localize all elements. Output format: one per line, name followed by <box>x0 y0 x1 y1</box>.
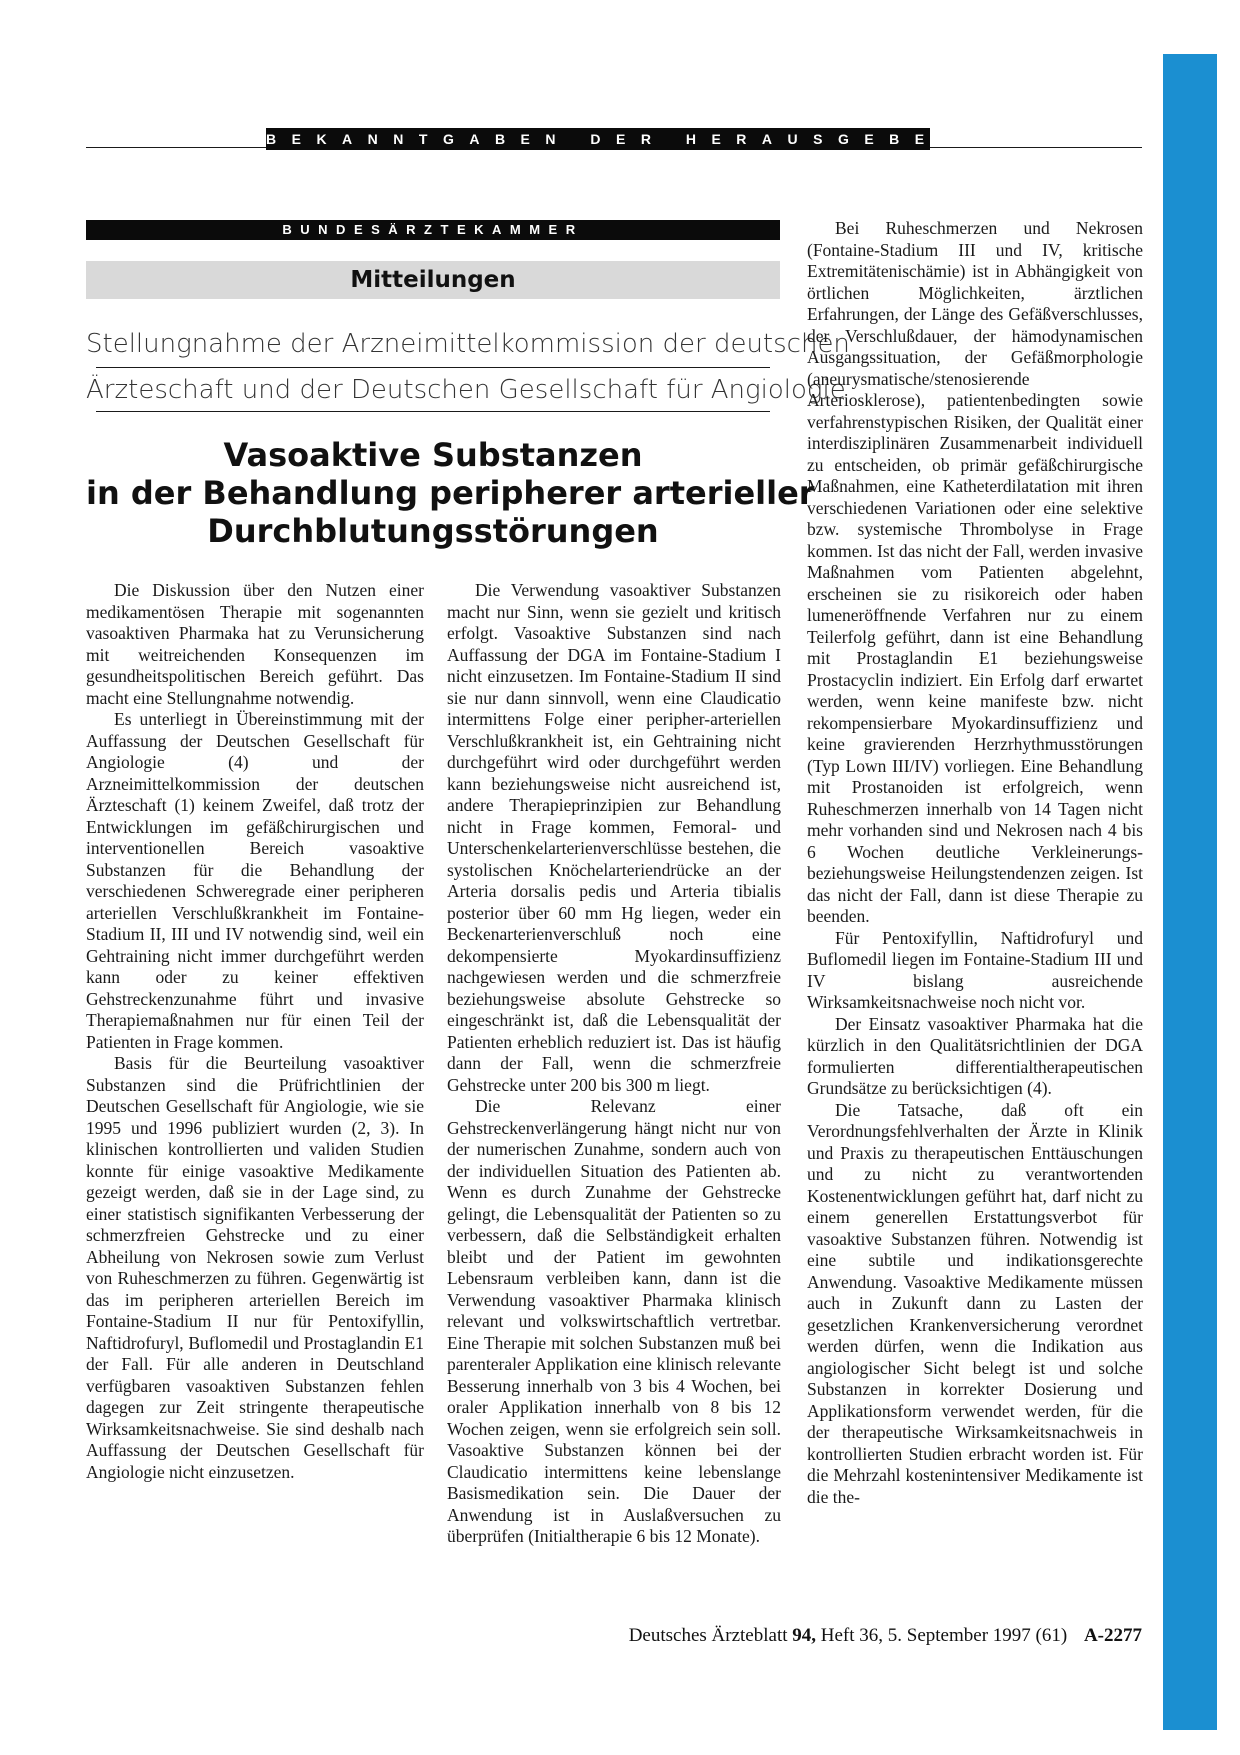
body-paragraph: Bei Ruheschmerzen und Nekrosen (Fontaine-Stadium III und IV, kritische Extremitätenischämie) ist in Abhängigkeit von örtlichen Möglichkeiten, ärztlichen Erfahrungen, der Länge des Gefäßverschlusses, der Verschlußdauer, der hämodynamischen Ausgangssituation, der Gefäßmorphologie (aneurysmatische/stenosierende Arteriosklerose), patientenbedingten sowie verfahrenstypischen Risiken, der Qualität einer interdisziplinären Zusammenarbeit individuell zu entscheiden, ob primär gefäßchirurgische Maßnahmen, eine Katheterdilatation mit ihren verschiedenen Variationen oder eine selektive bzw. systemische Thrombolyse in Frage kommen. Ist das nicht der Fall, werden invasive Maßnahmen vom Patienten abgelehnt, erscheinen sie zu risikoreich oder haben lumeneröffnende Verfahren nur zu einem Teilerfolg geführt, dann ist eine Behandlung mit Prostaglandin E1 beziehungsweise Prostacyclin indiziert. Ein Erfolg darf erwartet werden, wenn keine manifeste bzw. nicht rekompensierbare Myokardinsuffizienz und keine gravierenden Herzrhythmusstörungen (Typ Lown III/IV) vorliegen. Eine Behandlung mit Prostanoiden ist erfolgreich, wenn Ruheschmerzen innerhalb von 14 Tagen nicht mehr vorhanden sind und Nekrosen nach 4 bis 6 Wochen deutliche Verkleinerungs- beziehungsweise Heilungstendenzen zeigen. Ist das nicht der Fall, dann ist diese Therapie zu beenden. <box>807 218 1143 926</box>
statement-rule <box>96 411 770 412</box>
article-headline <box>86 436 815 550</box>
header-label: BEKANNTGABEN DER HERAUSGEBER <box>266 128 930 150</box>
footer-page-number: A-2277 <box>1083 1625 1142 1646</box>
footer-journal: Deutsches Ärzteblatt <box>628 1625 788 1646</box>
body-paragraph: Die Tatsache, daß oft ein Verordnungsfehlverhalten der Ärzte in Klinik und Praxis zu therapeutischen Enttäuschungen und zu nicht zu verantwortenden Kostenentwicklungen geführt hat, darf nicht zu einem generellen Erstattungsverbot für vasoaktive Substanzen führen. Notwendig ist eine subtile und indikationsgerechte Anwendung. Vasoaktive Medikamente müssen auch in Zukunft dann zu Lasten der gesetzlichen Krankenversicherung verordnet werden dürfen, wenn die Indikation aus angiologischer Sicht belegt ist und solche Substanzen in korrekter Dosierung und Applikationsform verwendet werden, für die der therapeutische Wirksamkeitsnachweis in kontrollierten Studien erbracht worden ist. Für die Mehrzahl kostenintensiver Medikamente ist die the- <box>807 1099 1143 1507</box>
headline-line-1: Vasoaktive Substanzen <box>223 436 643 474</box>
statement-line-2: Ärzteschaft und der Deutschen Gesellschaft für Angiologie <box>86 375 846 405</box>
headline-line-2: in der Behandlung peripherer arterieller <box>86 474 815 512</box>
body-paragraph: Die Diskussion über den Nutzen einer medikamentösen Therapie mit sogenannten vasoaktiven Pharmaka hat zu Verunsicherung mit weitreichenden Konsequenzen im gesundheitspolitischen Bereich geführt. Das macht eine Stellungnahme notwendig. <box>86 580 424 708</box>
body-paragraph: Die Verwendung vasoaktiver Substanzen macht nur Sinn, wenn sie gezielt und kritisch erfolgt. Vasoaktive Substanzen sind nach Auffassung der DGA im Fontaine-Stadium I nicht einzusetzen. Im Fontaine-Stadium II sind sie nur dann sinnvoll, wenn eine Claudicatio intermittens Folge einer peripher-arteriellen Verschlußkrankheit ist, ein Gehtraining nicht durchgeführt wird oder durchgeführt werden kann beziehungsweise nicht ausreichend ist, andere Therapieprinzipien zur Behandlung nicht in Frage kommen, Femoral- und Unterschenkelarterienverschlüsse bestehen, die systolischen Knöchelarteriendrücke an der Arteria dorsalis pedis und Arteria tibialis posterior über 60 mm Hg liegen, weder ein Beckenarterienverschluß noch eine dekompensierte Myokardinsuffizienz nachgewiesen werden und die schmerzfreie beziehungsweise absolute Gehstrecke so eingeschränkt ist, daß die Lebensqualität der Patienten erheblich reduziert ist. Das ist häufig dann der Fall, wenn die schmerzfreie Gehstrecke unter 200 bis 300 m liegt. <box>447 580 781 1095</box>
footer-issue: Heft 36, 5. September 1997 (61) <box>820 1625 1068 1646</box>
blue-margin-bar <box>1163 54 1217 1730</box>
text-column-3 <box>807 218 1143 1508</box>
section-subheading: Mitteilungen <box>86 261 780 299</box>
body-paragraph: Für Pentoxifyllin, Naftidrofuryl und Buflomedil liegen im Fontaine-Stadium III und IV bislang ausreichende Wirksamkeitsnachweise noch nicht vor. <box>807 927 1143 1012</box>
headline-line-3: Durchblutungsstörungen <box>207 512 659 550</box>
text-column-1 <box>86 580 424 1483</box>
body-paragraph: Es unterliegt in Übereinstimmung mit der Auffassung der Deutschen Gesellschaft für Angiologie (4) und der Arzneimittelkommission der deutschen Ärzteschaft (1) keinem Zweifel, daß trotz der Entwicklungen im gefäßchirurgischen und interventionellen Bereich vasoaktive Substanzen für die Behandlung der verschiedenen Schweregrade einer peripheren arteriellen Verschlußkrankheit im Fontaine-Stadium II, III und IV notwendig sind, weil ein Gehtraining nicht immer durchgeführt werden kann oder zu keiner effektiven Gehstreckenzunahme führt und invasive Therapiemaßnahmen nur für einen Teil der Patienten in Frage kommen. <box>86 709 424 1052</box>
statement-rule <box>96 367 770 368</box>
section-label: BUNDESÄRZTEKAMMER <box>86 220 780 240</box>
body-paragraph: Basis für die Beurteilung vasoaktiver Substanzen sind die Prüfrichtlinien der Deutschen Gesellschaft für Angiologie, wie sie 1995 und 1996 publiziert wurden (2, 3). In klinischen kontrollierten und validen Studien konnte für einige vasoaktive Medikamente gezeigt werden, daß sie in der Lage sind, zu einer statistisch signifikanten Verbesserung der schmerzfreien Gehstrecke und zu einer Abheilung von Nekrosen sowie zum Verlust von Ruheschmerzen zu führen. Gegenwärtig ist das im peripheren arteriellen Bereich im Fontaine-Stadium II nur für Pentoxifyllin, Naftidrofuryl, Buflomedil und Prostaglandin E1 der Fall. Für alle anderen in Deutschland verfügbaren vasoaktiven Substanzen fehlen dagegen zur Zeit stringente therapeutische Wirksamkeitsnachweise. Sie sind deshalb nach Auffassung der Deutschen Gesellschaft für Angiologie nicht einzusetzen. <box>86 1053 424 1482</box>
text-column-2 <box>447 580 781 1548</box>
body-paragraph: Die Relevanz einer Gehstreckenverlängerung hängt nicht nur von der numerischen Zunahme, sondern auch von der individuellen Situation des Patienten ab. Wenn es durch Zunahme der Gehstrecke gelingt, die Lebensqualität der Patienten so zu verbessern, daß die Selbständigkeit erhalten bleibt und der Patient im gewohnten Lebensraum verbleiben kann, dann ist die Verwendung vasoaktiver Pharmaka klinisch relevant und volkswirtschaftlich vertretbar. Eine Therapie mit solchen Substanzen muß bei parenteraler Applikation eine klinisch relevante Besserung innerhalb von 3 bis 4 Wochen, bei oraler Applikation innerhalb von 8 bis 12 Wochen zeigen, wenn sie erfolgreich sein soll. Vasoaktive Substanzen können bei der Claudicatio intermittens keine lebenslange Basismedikation sein. Die Dauer der Anwendung ist in Auslaßversuchen zu überprüfen (Initialtherapie 6 bis 12 Monate). <box>447 1096 781 1546</box>
page-footer <box>629 1625 1142 1647</box>
footer-volume: 94, <box>792 1625 817 1646</box>
body-paragraph: Der Einsatz vasoaktiver Pharmaka hat die kürzlich in den Qualitätsrichtlinien der DGA formulierten differentialtherapeutischen Grundsätze zu berücksichtigen (4). <box>807 1013 1143 1098</box>
statement-line-1: Stellungnahme der Arzneimittelkommission der deutschen <box>86 329 850 359</box>
